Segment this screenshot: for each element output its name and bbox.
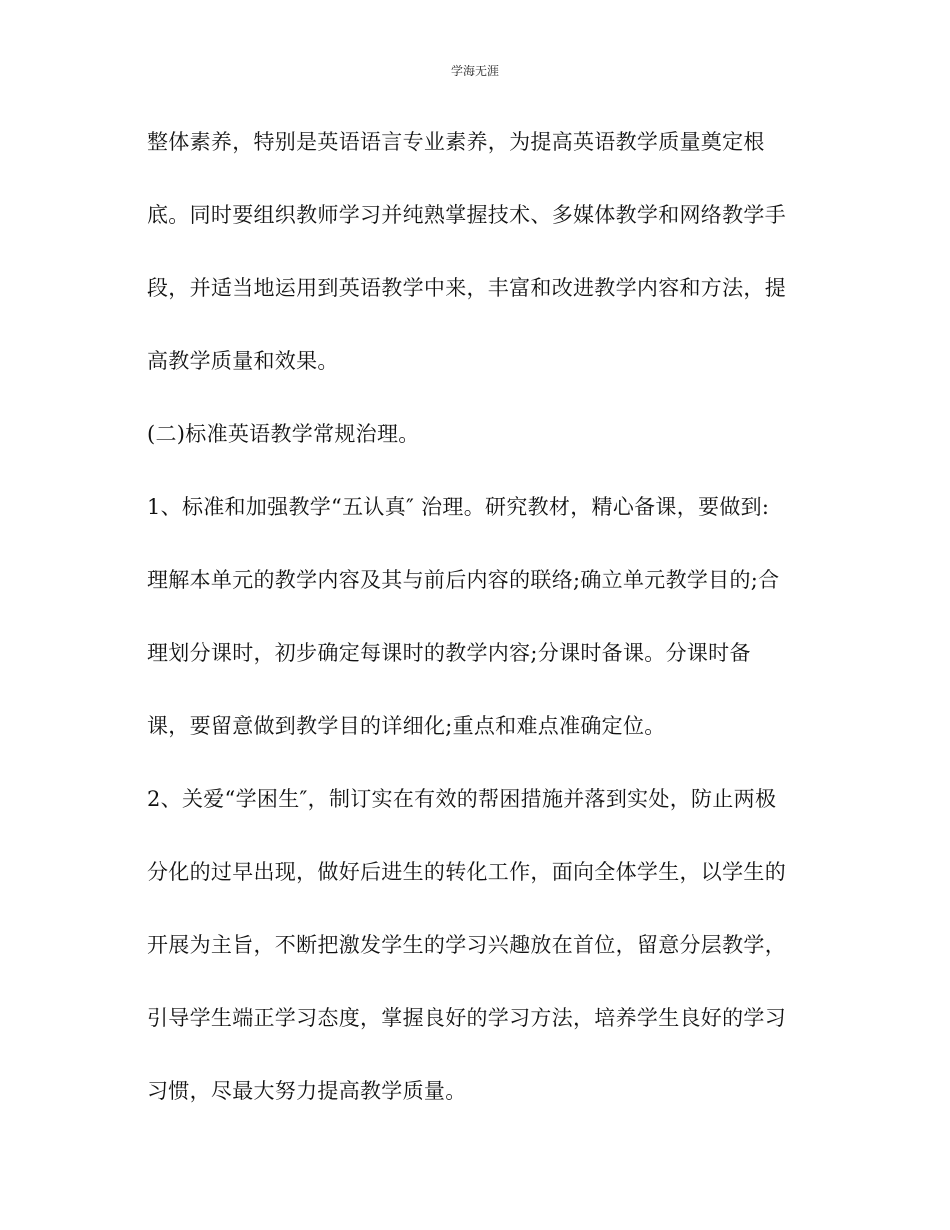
text-line-14: 习惯，尽最大努力提高教学质量。 (147, 1079, 467, 1103)
text-line-6: 1、标准和加强教学“五认真″ 治理。研究教材，精心备课，要做到: (147, 495, 770, 519)
page-header: 学海无涯 (450, 64, 499, 78)
text-line-9: 课，要留意做到教学目的详细化;重点和难点准确定位。 (147, 714, 666, 738)
text-line-1: 整体素养，特别是英语语言专业素养，为提高英语教学质量奠定根 (147, 130, 765, 154)
text-line-12: 开展为主旨，不断把激发学生的学习兴趣放在首位，留意分层教学， (147, 933, 786, 957)
text-line-10: 2、关爱“学困生″，制订实在有效的帮困措施并落到实处，防止两极 (147, 787, 777, 811)
text-line-13: 引导学生端正学习态度，掌握良好的学习方法，培养学生良好的学习 (147, 1006, 786, 1030)
document-body (147, 121, 812, 1143)
text-line-11: 分化的过早出现，做好后进生的转化工作，面向全体学生，以学生的 (147, 860, 786, 884)
text-line-7: 理解本单元的教学内容及其与前后内容的联络;确立单元教学目的;合 (147, 568, 780, 592)
text-line-3: 段，并适当地运用到英语教学中来，丰富和改进教学内容和方法，提 (147, 276, 786, 300)
text-line-8: 理划分课时，初步确定每课时的教学内容;分课时备课。分课时备 (147, 641, 751, 665)
text-line-4: 高教学质量和效果。 (147, 349, 339, 373)
section-heading: (二)标准英语教学常规治理。 (147, 422, 420, 446)
text-line-2: 底。同时要组织教师学习并纯熟掌握技术、多媒体教学和网络教学手 (147, 203, 786, 227)
